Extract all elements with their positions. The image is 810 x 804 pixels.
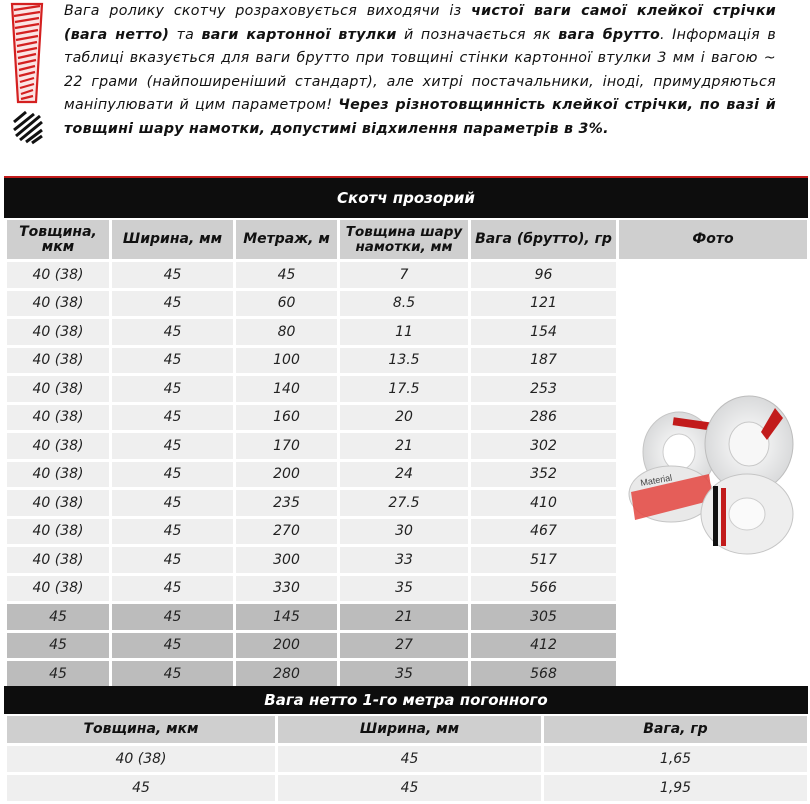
table-cell: 45 (236, 262, 337, 288)
table-cell: 45 (7, 661, 109, 687)
tape-specs-table (4, 217, 810, 690)
table-cell: 235 (236, 490, 337, 516)
header-winding-thickness: Товщина шару намотки, мм (340, 220, 468, 259)
table-cell: 305 (471, 604, 616, 630)
table-cell: 286 (471, 405, 616, 431)
table-cell: 45 (112, 547, 233, 573)
header-gross-weight: Вага (брутто), гр (471, 220, 616, 259)
table-cell: 140 (236, 376, 337, 402)
table-cell: 1,95 (544, 775, 807, 801)
table-cell: 40 (38) (7, 519, 109, 545)
table-cell: 352 (471, 462, 616, 488)
table-cell: 566 (471, 576, 616, 602)
table-cell: 45 (7, 633, 109, 659)
table-cell: 45 (112, 319, 233, 345)
table-cell: 40 (38) (7, 291, 109, 317)
table-cell: 45 (278, 775, 541, 801)
table-cell: 21 (340, 604, 468, 630)
table-cell: 330 (236, 576, 337, 602)
table-cell: 45 (278, 746, 541, 772)
table-cell: 45 (112, 519, 233, 545)
intro-bold-4: Через різнотовщинність клейкої стрічки, по вазі й товщині шару намотки, допустимі відхилення параметрів в 3%. (64, 97, 776, 137)
table-row (7, 262, 807, 288)
intro-text-2: та (169, 26, 202, 43)
table-cell: 30 (340, 519, 468, 545)
table-cell: 154 (471, 319, 616, 345)
tape-rolls-image (621, 374, 805, 574)
header-thickness: Товщина, мкм (7, 220, 109, 259)
table-cell: 8.5 (340, 291, 468, 317)
header-length: Метраж, м (236, 220, 337, 259)
table-cell: 45 (112, 604, 233, 630)
table-cell: 40 (38) (7, 376, 109, 402)
table-cell: 300 (236, 547, 337, 573)
intro-bold-2: ваги картонної втулки (201, 26, 397, 43)
table-cell: 45 (112, 462, 233, 488)
table-cell: 568 (471, 661, 616, 687)
table-row (7, 746, 807, 772)
intro-text-1: Вага ролику скотчу розраховується виходячи із (64, 3, 472, 19)
t2-header-weight: Вага, гр (544, 716, 807, 743)
t2-header-width: Ширина, мм (278, 716, 541, 743)
table2-title: Вага нетто 1-го метра погонного (4, 686, 808, 714)
table-cell: 467 (471, 519, 616, 545)
table-cell: 121 (471, 291, 616, 317)
table-cell: 45 (7, 604, 109, 630)
tape-rolls-photo (619, 262, 807, 687)
table-cell: 60 (236, 291, 337, 317)
table-cell: 40 (38) (7, 462, 109, 488)
table-cell: 45 (112, 661, 233, 687)
table-cell: 200 (236, 462, 337, 488)
table-row (7, 775, 807, 801)
table-cell: 200 (236, 633, 337, 659)
header-width: Ширина, мм (112, 220, 233, 259)
table-cell: 45 (112, 576, 233, 602)
table-cell: 40 (38) (7, 348, 109, 374)
table-cell: 1,65 (544, 746, 807, 772)
table-cell: 40 (38) (7, 319, 109, 345)
table-cell: 35 (340, 661, 468, 687)
table-cell: 45 (112, 405, 233, 431)
table-cell: 27.5 (340, 490, 468, 516)
table-cell: 40 (38) (7, 746, 275, 772)
table-cell: 45 (112, 291, 233, 317)
photo-label: Material (639, 472, 673, 489)
table-cell: 80 (236, 319, 337, 345)
table-cell: 40 (38) (7, 433, 109, 459)
table-cell: 17.5 (340, 376, 468, 402)
table-cell: 45 (112, 348, 233, 374)
table-cell: 40 (38) (7, 547, 109, 573)
table-cell: 27 (340, 633, 468, 659)
intro-bold-1: чистої ваги самої клейкої стрічки (вага нетто) (64, 3, 776, 43)
table-cell: 410 (471, 490, 616, 516)
table-cell: 302 (471, 433, 616, 459)
table-cell: 40 (38) (7, 262, 109, 288)
table-cell: 187 (471, 348, 616, 374)
table-cell: 253 (471, 376, 616, 402)
t2-header-thickness: Товщина, мкм (7, 716, 275, 743)
table-cell: 45 (112, 376, 233, 402)
table-cell: 517 (471, 547, 616, 573)
table-cell: 11 (340, 319, 468, 345)
intro-text-3: й позначається як (396, 26, 559, 43)
table-cell: 40 (38) (7, 576, 109, 602)
table-cell: 7 (340, 262, 468, 288)
table1-header-row (7, 220, 807, 259)
table-cell: 45 (112, 633, 233, 659)
table-cell: 33 (340, 547, 468, 573)
table-cell: 20 (340, 405, 468, 431)
intro-bold-3: вага брутто (558, 26, 661, 43)
table-cell: 45 (7, 775, 275, 801)
intro-text-4: . Інформація в таблиці вказується для ваги брутто при товщині стінки картонної втулки 3 мм і вагою ~ 22 грами (найпоширеніший стандарт), але хитрі постачальники, іноді, примудряються маніпулювати й цим параметром! (64, 26, 777, 114)
table-cell: 40 (38) (7, 490, 109, 516)
table-cell: 45 (112, 490, 233, 516)
table-cell: 412 (471, 633, 616, 659)
intro-section (0, 0, 810, 170)
table-cell: 45 (112, 433, 233, 459)
table-cell: 270 (236, 519, 337, 545)
table-cell: 40 (38) (7, 405, 109, 431)
net-weight-table (4, 713, 810, 804)
table-cell: 145 (236, 604, 337, 630)
table2-header-row (7, 716, 807, 743)
table-cell: 160 (236, 405, 337, 431)
table1-title: Скотч прозорий (4, 176, 808, 218)
table-cell: 35 (340, 576, 468, 602)
table-cell: 13.5 (340, 348, 468, 374)
table-cell: 280 (236, 661, 337, 687)
intro-paragraph (64, 0, 776, 142)
header-photo: Фото (619, 220, 807, 259)
table-cell: 21 (340, 433, 468, 459)
table-cell: 96 (471, 262, 616, 288)
table-cell: 45 (112, 262, 233, 288)
exclamation-icon (6, 2, 48, 152)
table-cell: 24 (340, 462, 468, 488)
table-cell: 100 (236, 348, 337, 374)
table-cell: 170 (236, 433, 337, 459)
